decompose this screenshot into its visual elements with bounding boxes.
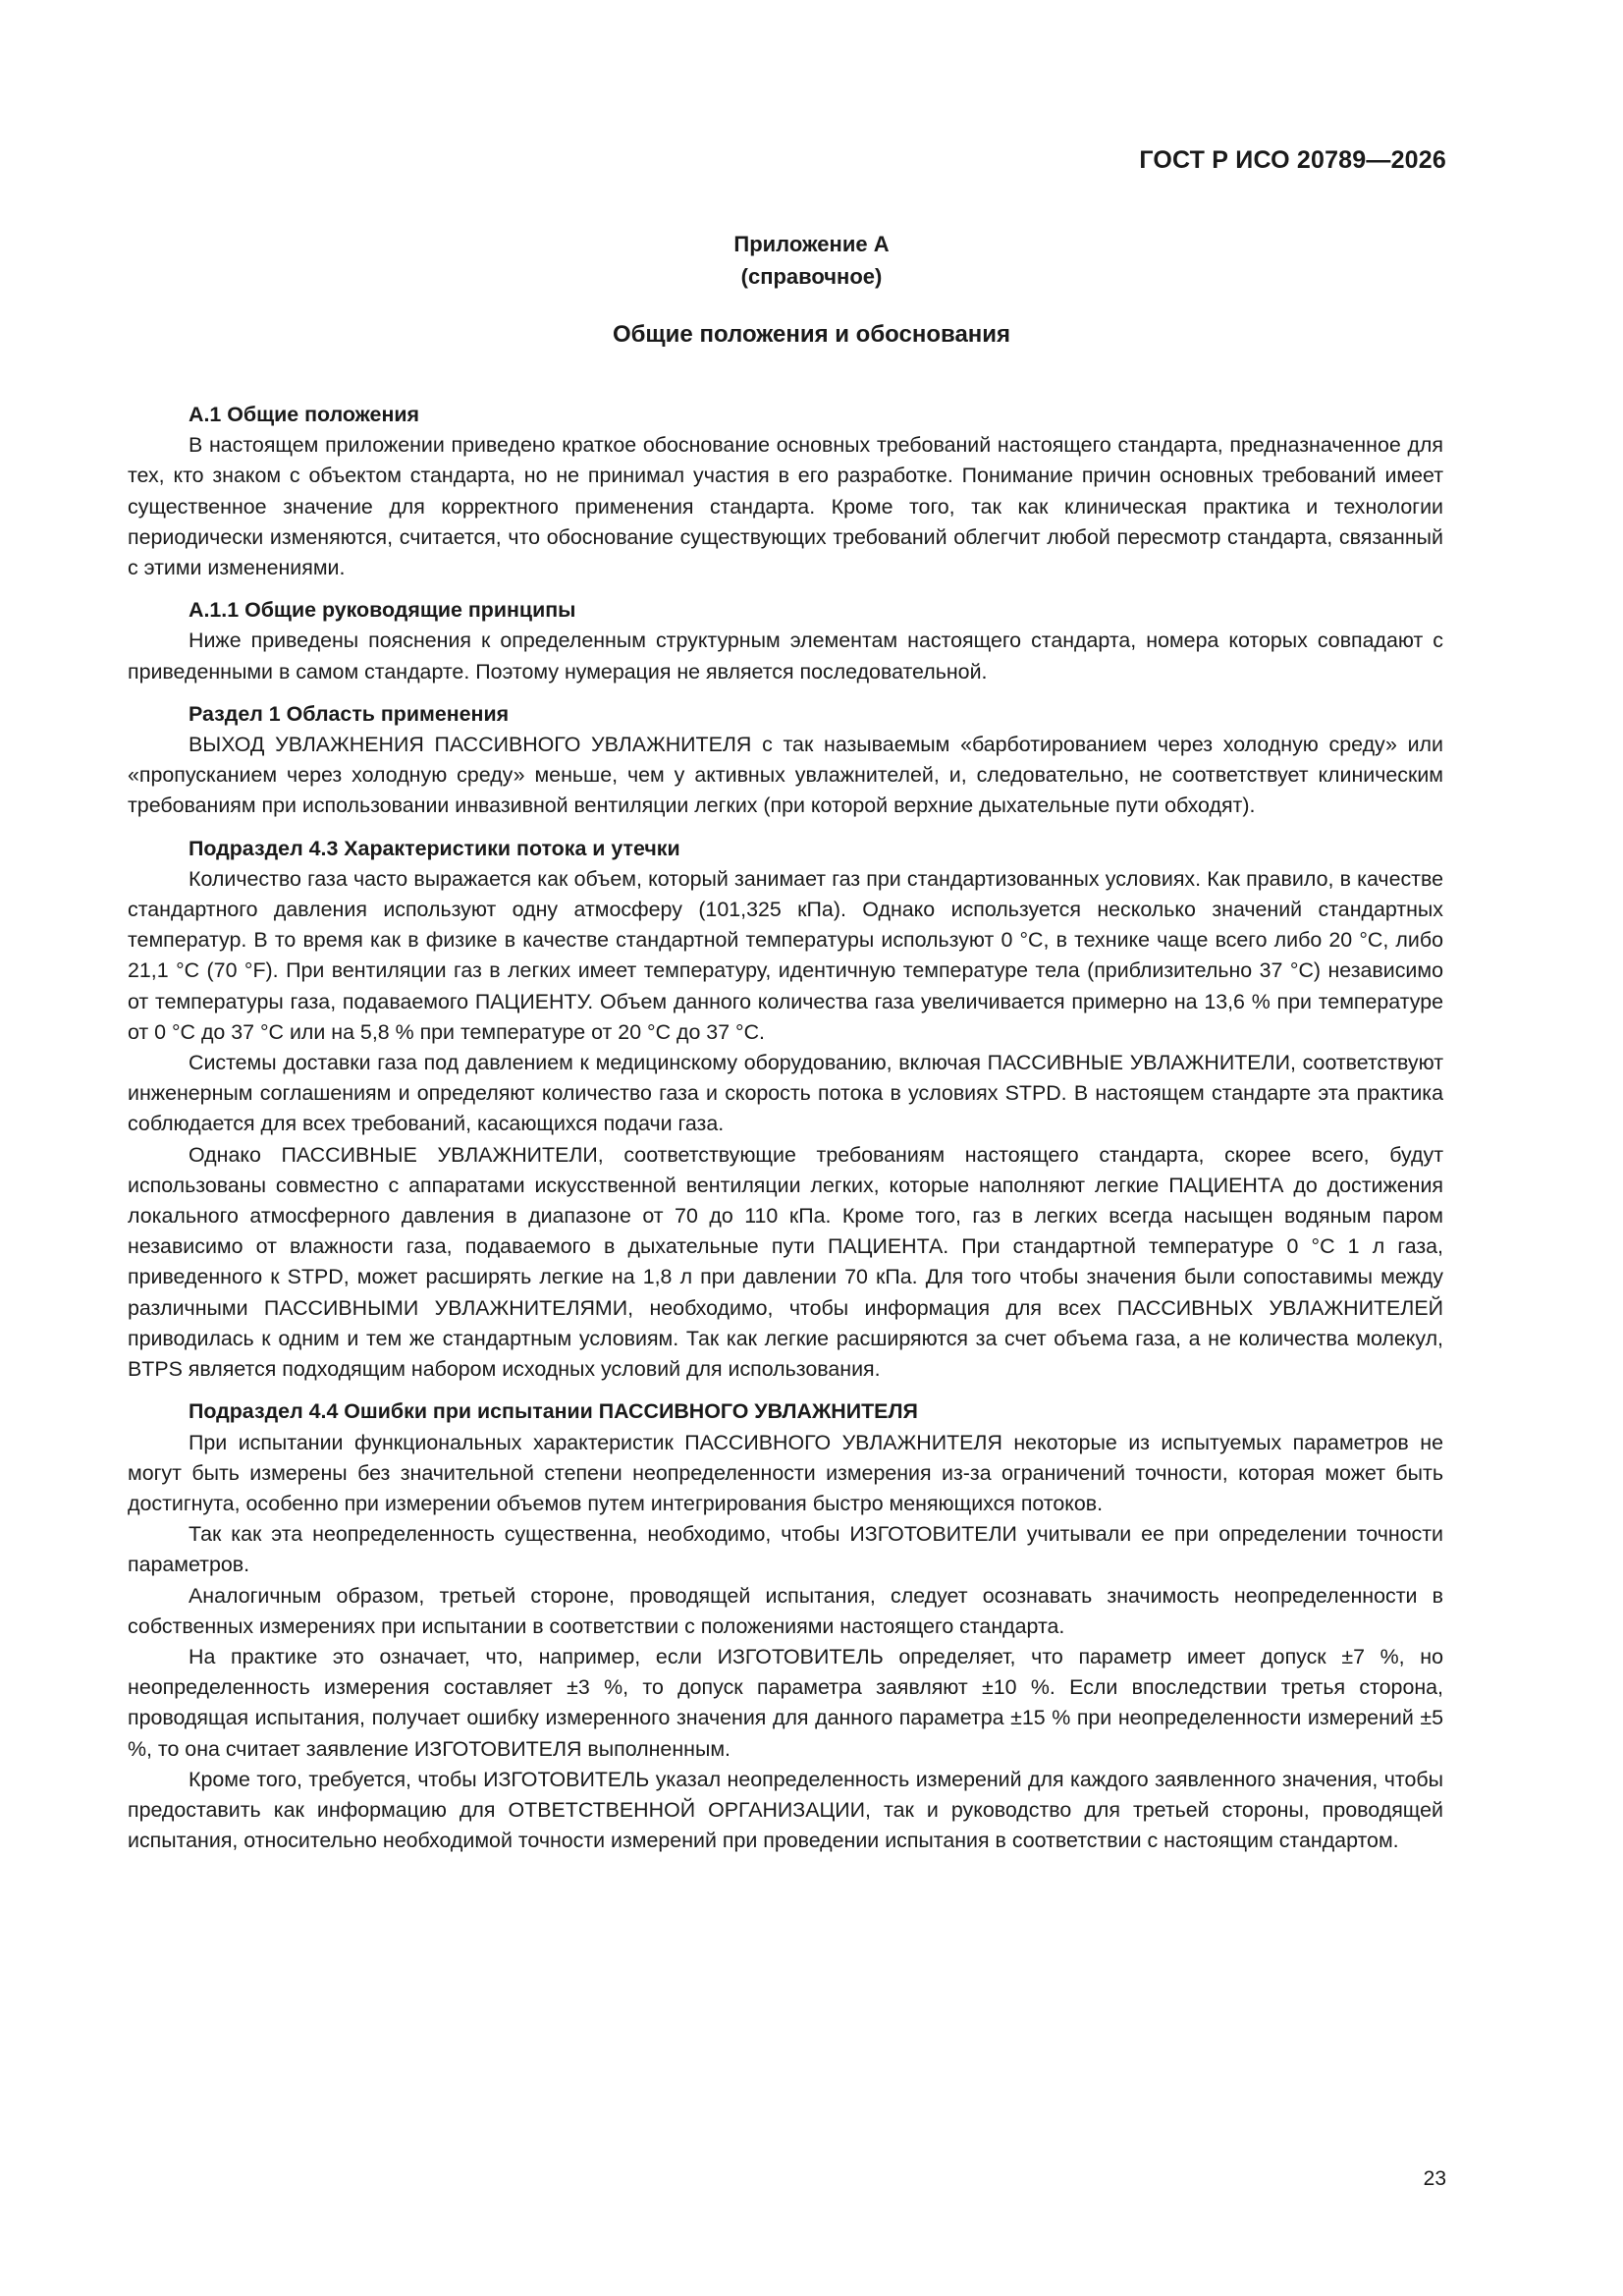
body-paragraph: Однако ПАССИВНЫЕ УВЛАЖНИТЕЛИ, соответствующие требованиям настоящего стандарта, скорее всего, будут использованы совместно с аппаратами искусственной вентиляции легких, которые наполняют легкие ПАЦИЕНТА до достижения локального атмосферного давления в диапазоне от 70 до 110 кПа. Кроме того, газ в легких всегда насыщен водяным паром независимо от влажности газа, подаваемого в дыхательные пути ПАЦИЕНТА. При стандартной температуре 0 °С 1 л газа, приведенного к STPD, может расширять легкие на 1,8 л при давлении 70 кПа. Для того чтобы значения были сопоставимы между различными ПАССИВНЫМИ УВЛАЖНИТЕЛЯМИ, необходимо, чтобы информация для всех ПАССИВНЫХ УВЛАЖНИТЕЛЕЙ приводилась к одним и тем же стандартным условиям. Так как легкие расширяются за счет объема газа, а не количества молекул, BTPS является подходящим набором исходных условий для использования.: [128, 1142, 1443, 1382]
appendix-type: (справочное): [740, 264, 883, 289]
body-paragraph: В настоящем приложении приведено краткое обоснование основных требований настоящего стандарта, предназначенное для тех, кто знаком с объектом стандарта, но не принимал участия в его разработке. Понимание причин основных требований имеет существенное значение для корректного применения стандарта. Кроме того, так как клиническая практика и технологии периодически изменяются, считается, что обоснование существующих требований облегчит любой пересмотр стандарта, связанный с этими изменениями.: [128, 433, 1443, 580]
document-designation: ГОСТ Р ИСО 20789—2026: [1139, 146, 1446, 174]
body-paragraph: Количество газа часто выражается как объем, который занимает газ при стандартизованных условиях. Как правило, в качестве стандартного давления используют одну атмосферу (101,325 кПа). Однако используется несколько значений стандартных температур. В то время как в физике в качестве стандартной температуры используют 0 °С, в технике чаще всего либо 20 °С, либо 21,1 °С (70 °F). При вентиляции газ в легких имеет температуру, идентичную температуре тела (приблизительно 37 °С) независимо от температуры газа, подаваемого ПАЦИЕНТУ. Объем данного количества газа увеличивается примерно на 13,6 % при температуре от 0 °С до 37 °С или на 5,8 % при температуре от 20 °С до 37 °С.: [128, 866, 1443, 1044]
appendix-heading: [0, 228, 1623, 293]
body-paragraph: ВЫХОД УВЛАЖНЕНИЯ ПАССИВНОГО УВЛАЖНИТЕЛЯ с так называемым «барботированием через холодную среду» или «пропусканием через холодную среду» меньше, чем у активных увлажнителей, и, следовательно, не соответствует клиническим требованиям при использовании инвазивной вентиляции легких (при которой верхние дыхательные пути обходят).: [128, 733, 1443, 818]
body-paragraph: Кроме того, требуется, чтобы ИЗГОТОВИТЕЛЬ указал неопределенность измерений для каждого заявленного значения, чтобы предоставить как информацию для ОТВЕТСТВЕННОЙ ОРГАНИЗАЦИИ, так и руководство для третьей стороны, проводящей испытания, относительно необходимой точности измерений при проведении испытания в соответствии с настоящим стандартом.: [128, 1767, 1443, 1853]
body-paragraph: Системы доставки газа под давлением к медицинскому оборудованию, включая ПАССИВНЫЕ УВЛАЖНИТЕЛИ, соответствуют инженерным соглашениям и определяют количество газа и скорость потока в условиях STPD. В настоящем стандарте эта практика соблюдается для всех требований, касающихся подачи газа.: [128, 1051, 1443, 1136]
page-number: 23: [1423, 2167, 1446, 2190]
body-paragraph: На практике это означает, что, например, если ИЗГОТОВИТЕЛЬ определяет, что параметр имеет допуск ±7 %, но неопределенность измерения составляет ±3 %, то допуск параметра заявляют ±10 %. Если впоследствии третья сторона, проводящая испытания, получает ошибку измеренного значения для данного параметра ±15 % при неопределенности измерений ±5 %, то она считает заявление ИЗГОТОВИТЕЛЯ выполненным.: [128, 1644, 1443, 1761]
section-title: Общие положения и обоснования: [612, 321, 1011, 348]
body-paragraph: При испытании функциональных характеристик ПАССИВНОГО УВЛАЖНИТЕЛЯ некоторые из испытуемых параметров не могут быть измерены без значительной степени неопределенности измерения из-за ограничений точности, которая может быть достигнута, особенно при измерении объемов путем интегрирования быстро меняющихся потоков.: [128, 1430, 1443, 1515]
body-paragraph: Аналогичным образом, третьей стороне, проводящей испытания, следует осознавать значимость неопределенности в собственных измерениях при испытании в соответствии с положениями настоящего стандарта.: [128, 1583, 1443, 1638]
subsection-heading: Подраздел 4.4 Ошибки при испытании ПАССИВНОГО УВЛАЖНИТЕЛЯ: [189, 1399, 918, 1424]
appendix-label: Приложение А: [733, 232, 890, 256]
subsection-heading: А.1.1 Общие руководящие принципы: [189, 598, 576, 623]
subsection-heading: Подраздел 4.3 Характеристики потока и утечки: [189, 836, 680, 860]
document-body: [128, 400, 1443, 1856]
subsection-heading: Раздел 1 Область применения: [189, 701, 510, 726]
body-paragraph: Ниже приведены пояснения к определенным структурным элементам настоящего стандарта, номера которых совпадают с приведенными в самом стандарте. Поэтому нумерация не является последовательной.: [128, 629, 1443, 683]
body-paragraph: Так как эта неопределенность существенна, необходимо, чтобы ИЗГОТОВИТЕЛИ учитывали ее при определении точности параметров.: [128, 1522, 1443, 1577]
subsection-heading: А.1 Общие положения: [189, 403, 419, 426]
